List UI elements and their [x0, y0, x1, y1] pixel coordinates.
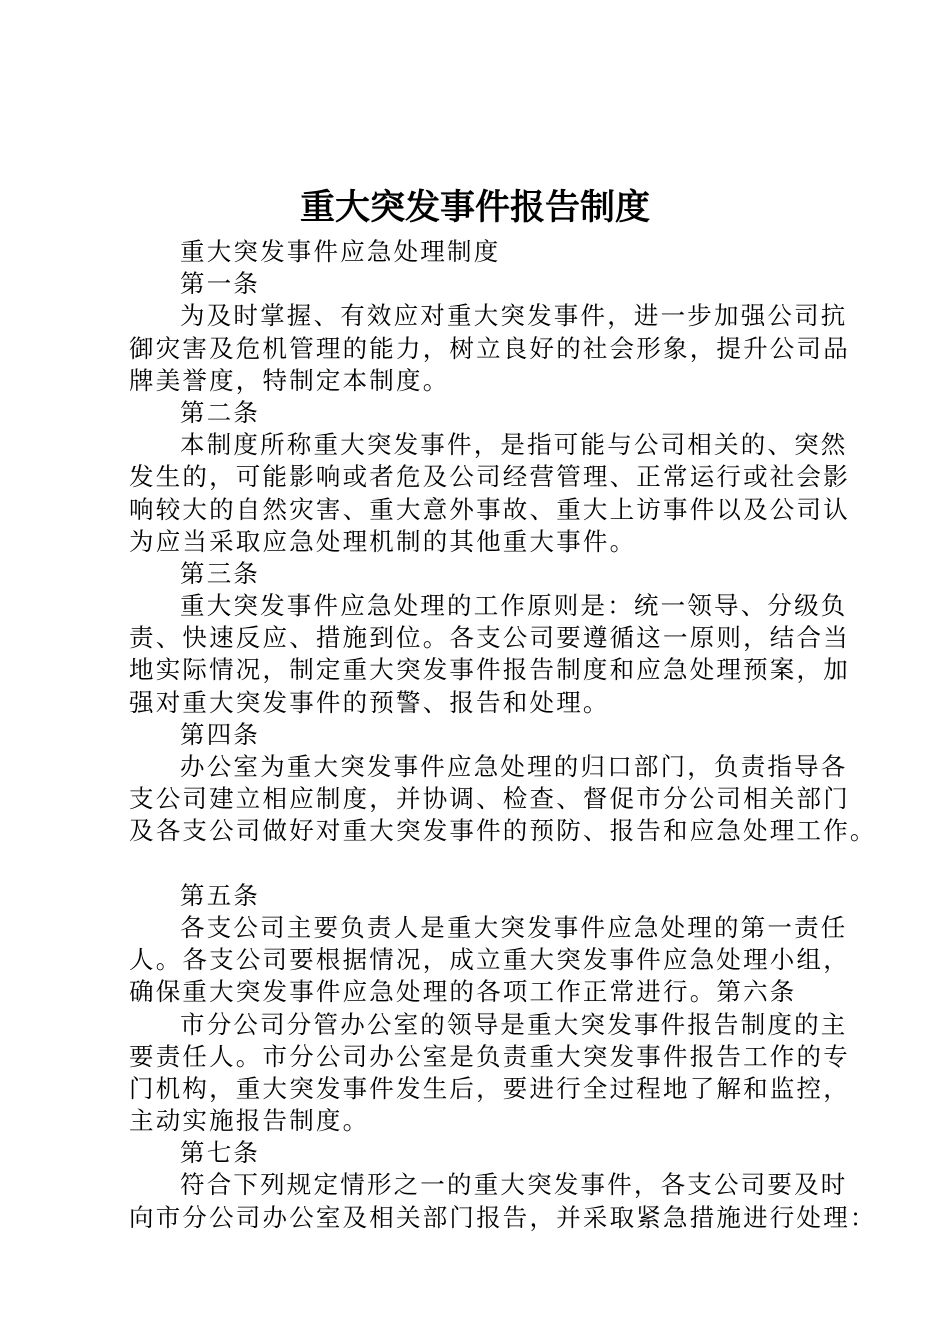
paragraph-line: 强对重大突发事件的预警、报告和处理。 — [129, 687, 610, 717]
document-title: 重大突发事件报告制度 — [299, 187, 650, 228]
paragraph-line: 办公室为重大突发事件应急处理的归口部门，负责指导各 — [180, 752, 848, 781]
paragraph-line: 人。各支公司要根据情况，成立重大突发事件应急处理小组， — [129, 945, 850, 975]
paragraph-line: 要责任人。市分公司办公室是负责重大突发事件报告工作的专 — [129, 1041, 850, 1071]
paragraph-line: 发生的，可能影响或者危及公司经营管理、正常运行或社会影 — [129, 462, 850, 492]
paragraph-line: 地实际情况，制定重大突发事件报告制度和应急处理预案，加 — [129, 655, 850, 685]
article-heading: 第四条 — [180, 719, 261, 749]
paragraph-line: 及各支公司做好对重大突发事件的预防、报告和应急处理工作。 — [129, 816, 877, 846]
document-body — [129, 236, 877, 1234]
paragraph-line: 为及时掌握、有效应对重大突发事件，进一步加强公司抗 — [180, 301, 848, 331]
paragraph-line: 门机构，重大突发事件发生后，要进行全过程地了解和监控， — [129, 1073, 850, 1103]
article-heading: 第五条 — [180, 880, 261, 910]
paragraph-line: 主动实施报告制度。 — [129, 1106, 370, 1136]
article-heading: 第三条 — [180, 558, 261, 588]
paragraph-line: 责、快速反应、措施到位。各支公司要遵循这一原则，结合当 — [129, 623, 850, 653]
article-heading: 第二条 — [180, 397, 261, 427]
paragraph-line: 各支公司主要负责人是重大突发事件应急处理的第一责任 — [180, 912, 848, 942]
article-heading: 第一条 — [180, 269, 261, 299]
paragraph-line: 重大突发事件应急处理的工作原则是：统一领导、分级负 — [180, 591, 848, 621]
article-heading: 第七条 — [180, 1138, 261, 1168]
paragraph-line: 为应当采取应急处理机制的其他重大事件。 — [129, 526, 637, 556]
paragraph-line: 符合下列规定情形之一的重大突发事件，各支公司要及时 — [180, 1170, 848, 1200]
paragraph-line: 确保重大突发事件应急处理的各项工作正常进行。第六条 — [129, 977, 797, 1007]
paragraph-line: 响较大的自然灾害、重大意外事故、重大上访事件以及公司认 — [129, 494, 850, 524]
paragraph-line: 支公司建立相应制度，并协调、检查、督促市分公司相关部门 — [129, 784, 850, 814]
paragraph-line: 本制度所称重大突发事件，是指可能与公司相关的、突然 — [180, 430, 848, 460]
paragraph-line: 向市分公司办公室及相关部门报告，并采取紧急措施进行处理： — [129, 1202, 877, 1232]
paragraph-line: 市分公司分管办公室的领导是重大突发事件报告制度的主 — [180, 1009, 848, 1039]
subtitle-line: 重大突发事件应急处理制度 — [180, 237, 501, 266]
paragraph-line: 牌美誉度，特制定本制度。 — [129, 365, 450, 395]
paragraph-line: 御灾害及危机管理的能力，树立良好的社会形象，提升公司品 — [129, 333, 850, 363]
blank-line — [129, 848, 839, 880]
